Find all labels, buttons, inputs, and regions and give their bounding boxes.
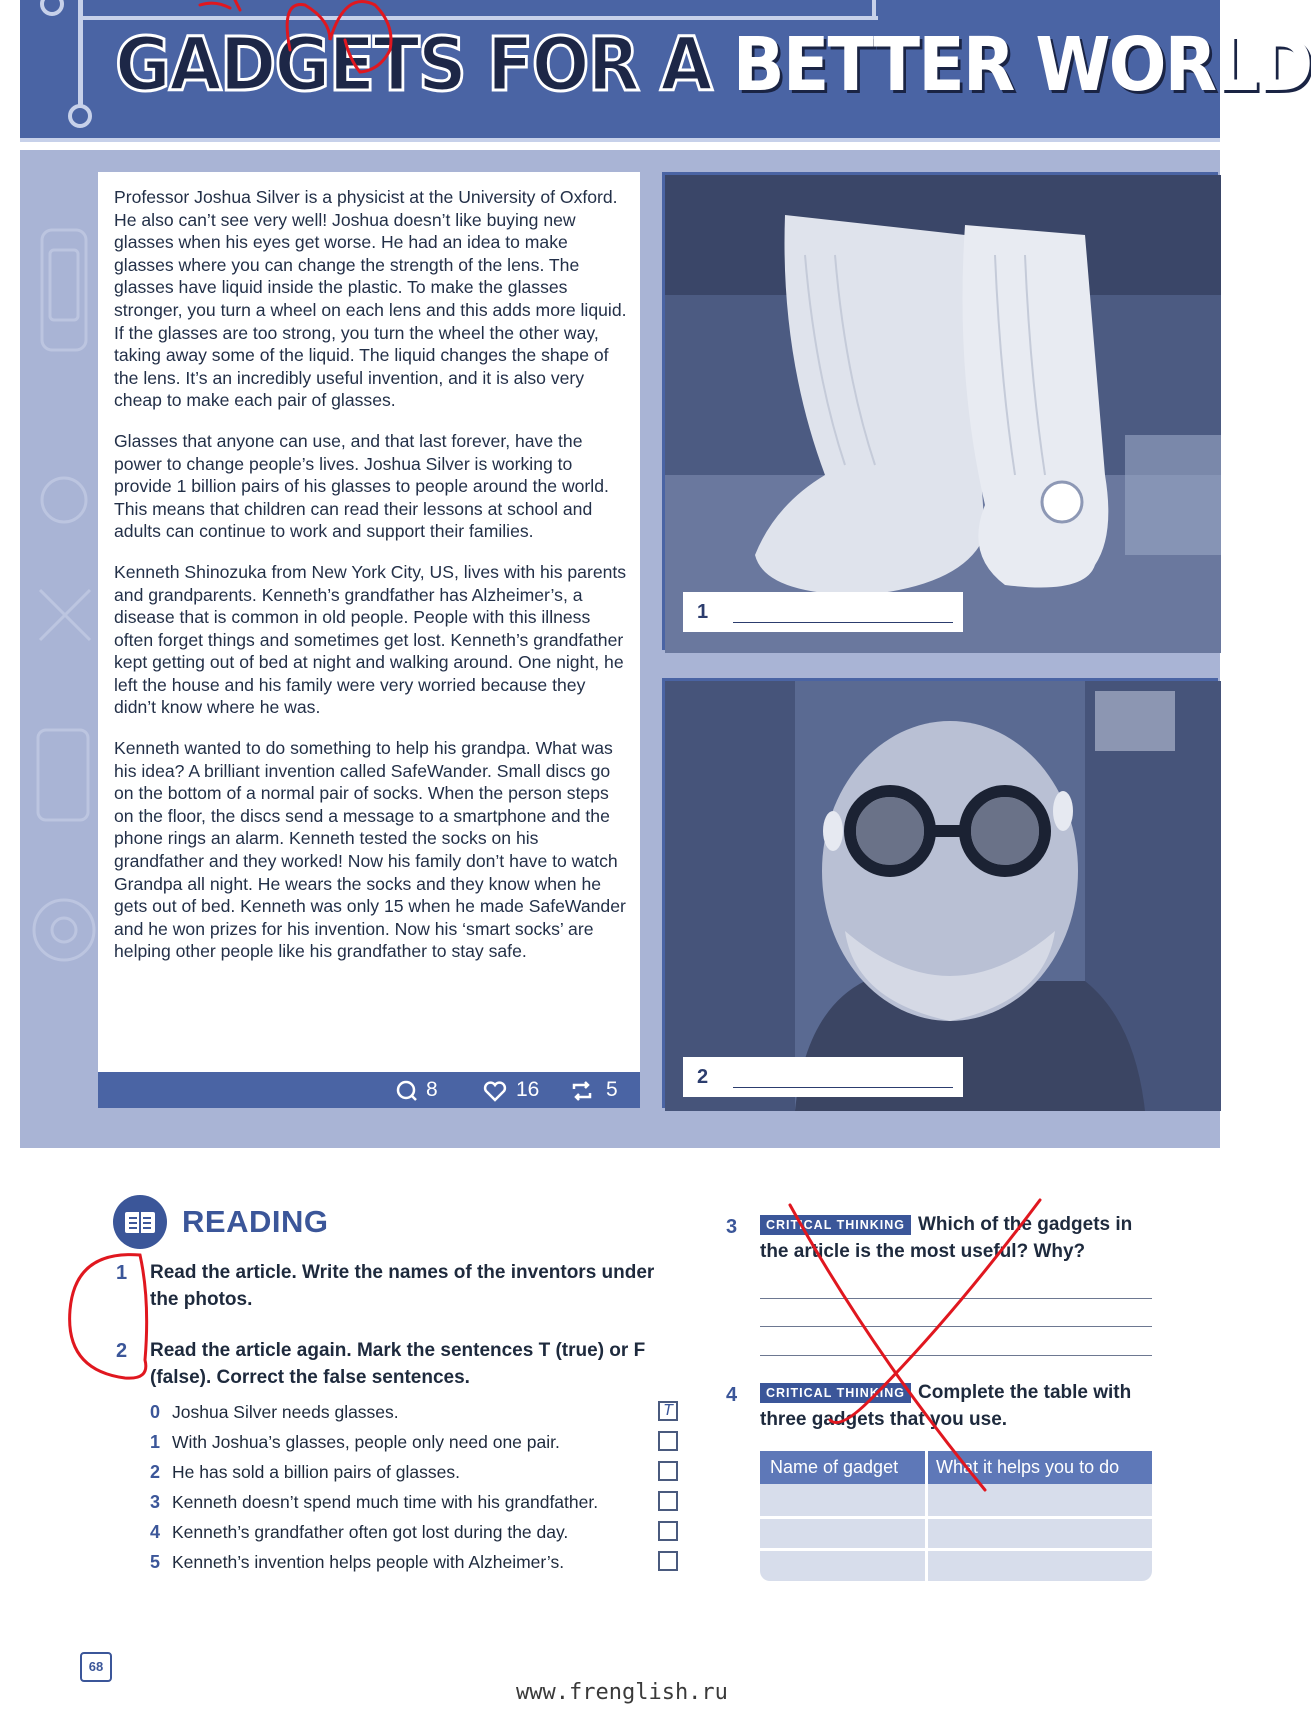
critical-thinking-badge: CRITICAL THINKING: [760, 1215, 911, 1235]
answer-checkbox[interactable]: T: [658, 1401, 678, 1421]
item-number: 2: [150, 1462, 161, 1482]
photo-socks: [662, 172, 1218, 650]
table-cell[interactable]: [928, 1551, 1152, 1581]
comment-count: 8: [426, 1078, 438, 1101]
table-cell[interactable]: [760, 1484, 925, 1516]
question-text: three gadgets that you use.: [760, 1409, 1008, 1430]
caption-answer-line[interactable]: [733, 622, 953, 623]
column-header: What it helps you to do: [936, 1457, 1120, 1477]
answer-checkbox[interactable]: [658, 1551, 678, 1571]
repost-icon: [570, 1079, 594, 1103]
list-item: [150, 1490, 680, 1520]
circuit-line: [872, 0, 876, 18]
article-paragraph: Kenneth wanted to do something to help his grandpa. What was his idea? A brilliant invention called SafeWander. Small discs go on the bottom of a normal pair of socks. When the person steps on the floor, the discs send a message to a smartphone and the phone rings an alarm. Kenneth tested the socks on his grandfather and they worked! Now his family don’t have to watch Grandpa all night. He wears the socks and they know when he gets out of bed. Kenneth was only 15 when he made SafeWander and he won prizes for his invention. Now his ‘smart socks’ are helping other people like his grandfather to stay safe.: [114, 738, 626, 962]
item-text: He has sold a billion pairs of glasses.: [172, 1462, 460, 1482]
photo-inventor: [662, 678, 1218, 1108]
comment-icon: [396, 1080, 418, 1102]
page-number: 68: [80, 1652, 112, 1682]
socks-image: [665, 175, 1221, 653]
page-title: [115, 22, 1311, 108]
social-bar: [98, 1072, 640, 1108]
list-item: [150, 1460, 680, 1490]
question-text: Which of the gadgets in: [918, 1214, 1133, 1235]
answer-line[interactable]: [760, 1326, 1152, 1327]
question-text: Read the article again. Mark the sentences T (true) or F (false). Correct the false sentences.: [150, 1340, 646, 1388]
source-url: www.frenglish.ru: [516, 1680, 728, 1705]
list-item: [150, 1400, 680, 1430]
photo-caption-box: [683, 592, 963, 632]
question-number: 1: [116, 1262, 128, 1284]
caption-number: 2: [697, 1066, 709, 1088]
item-text: Kenneth’s invention helps people with Alzheimer’s.: [172, 1552, 565, 1572]
inventor-image: [665, 681, 1221, 1111]
question-number: 3: [726, 1216, 738, 1238]
question-text: Read the article. Write the names of the inventors under the photos.: [150, 1262, 655, 1310]
item-text: With Joshua’s glasses, people only need one pair.: [172, 1432, 560, 1452]
table-cell[interactable]: [928, 1484, 1152, 1516]
table-cell[interactable]: [928, 1519, 1152, 1548]
photo-caption-box: [683, 1057, 963, 1097]
item-text: Joshua Silver needs glasses.: [172, 1402, 399, 1422]
list-item: [150, 1430, 680, 1460]
header-divider: [20, 138, 1220, 142]
circuit-dot: [68, 104, 92, 128]
answer-line[interactable]: [760, 1355, 1152, 1356]
circuit-line: [78, 16, 878, 20]
table-cell[interactable]: [760, 1519, 925, 1548]
article-body: [114, 186, 628, 981]
article-paragraph: Kenneth Shinozuka from New York City, US, lives with his parents and grandparents. Kenneth’s grandfather has Alzheimer’s, a disease that is common in old people. People with this illness often forget things and sometimes get lost. Kenneth’s grandfather kept getting out of bed at night and walking around. One night, he left the house and his family were very worried because they didn’t know where he was.: [114, 561, 627, 718]
answer-checkbox[interactable]: [658, 1521, 678, 1541]
article-paragraph: Glasses that anyone can use, and that last forever, have the power to change people’s lives. Joshua Silver is working to provide 1 billion pairs of his glasses to people around the world. This means that children can read their lessons at school and adults can continue to work and support their families.: [114, 430, 609, 542]
column-header: Name of gadget: [770, 1457, 899, 1477]
answer-checkbox[interactable]: [658, 1431, 678, 1451]
item-number: 1: [150, 1432, 161, 1452]
decorative-gadgets-icon: [30, 170, 100, 1070]
question-text: Complete the table with: [918, 1382, 1132, 1403]
title-part-light: BETTER WORLD: [732, 22, 1311, 108]
reading-icon: [113, 1195, 167, 1249]
item-text: Kenneth doesn’t spend much time with his grandfather.: [172, 1492, 599, 1512]
item-number: 5: [150, 1552, 161, 1572]
table-cell[interactable]: [760, 1551, 925, 1581]
article-card: [98, 172, 640, 1072]
answer-checkbox[interactable]: [658, 1491, 678, 1511]
list-item: [150, 1550, 680, 1580]
item-number: 4: [150, 1522, 161, 1542]
like-count: 16: [516, 1078, 540, 1101]
item-text: Kenneth’s grandfather often got lost during the day.: [172, 1522, 569, 1542]
title-part-dark: GADGETS FOR A: [115, 22, 711, 108]
item-number: 0: [150, 1402, 161, 1422]
heart-icon: [483, 1080, 507, 1102]
question-number: 2: [116, 1340, 128, 1362]
table-header: [760, 1451, 1152, 1484]
caption-answer-line[interactable]: [733, 1087, 953, 1088]
circle-mark: [70, 1255, 147, 1379]
repost-count: 5: [606, 1078, 618, 1101]
answer-checkbox[interactable]: [658, 1461, 678, 1481]
reading-heading: READING: [182, 1204, 329, 1239]
gadget-table: [760, 1451, 1152, 1581]
list-item: [150, 1520, 680, 1550]
caption-number: 1: [697, 601, 709, 623]
question-text: the article is the most useful? Why?: [760, 1241, 1086, 1262]
item-number: 3: [150, 1492, 161, 1512]
question-number: 4: [726, 1384, 738, 1406]
article-paragraph: Professor Joshua Silver is a physicist at the University of Oxford. He also can’t see very well! Joshua doesn’t like buying new glasses when his eyes get worse. He had an idea to make glasses where you can change the strength of the lens. The glasses have liquid inside the plastic. To make the glasses stronger, you turn a wheel on each lens and this adds more liquid. If the glasses are too strong, you turn the wheel the other way, taking away some of the liquid. The liquid changes the shape of the lens. It’s an incredibly useful invention, and it is also very cheap to make each pair of glasses.: [114, 187, 627, 411]
answer-line[interactable]: [760, 1298, 1152, 1299]
critical-thinking-badge: CRITICAL THINKING: [760, 1383, 911, 1403]
